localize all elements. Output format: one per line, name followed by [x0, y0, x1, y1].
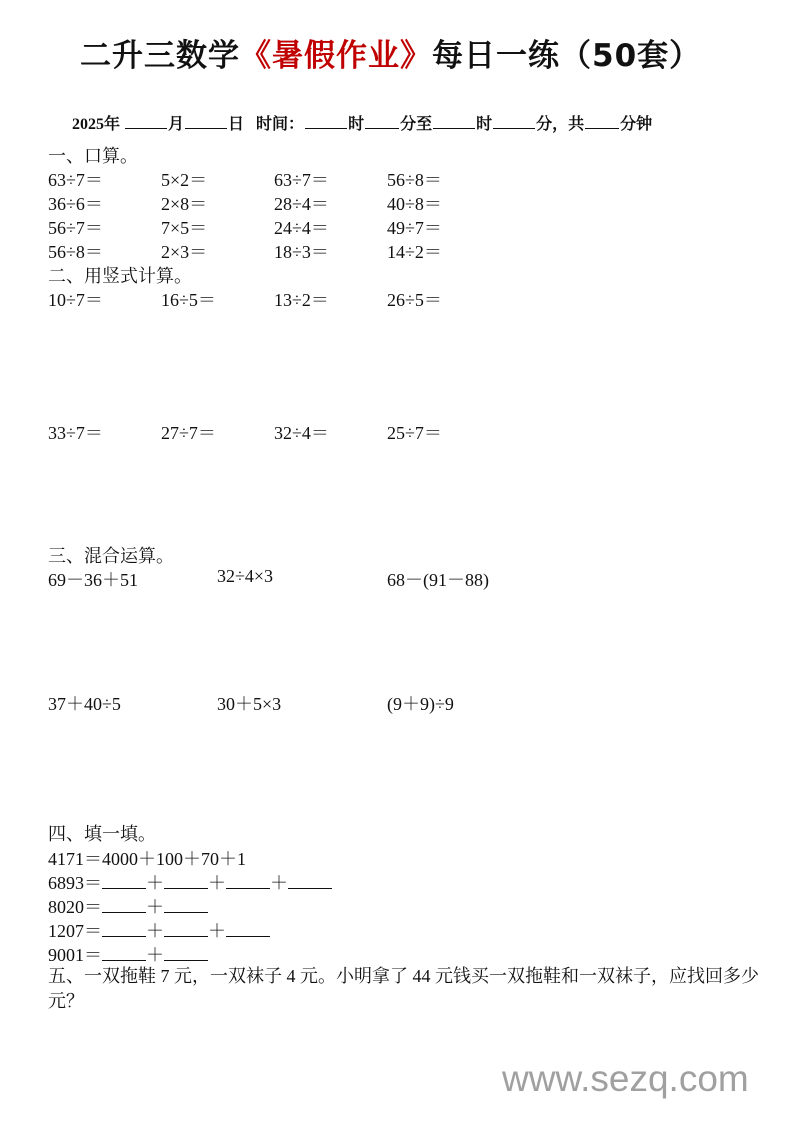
problem: 2×8＝ [161, 194, 208, 214]
problem: 56÷7＝ [48, 218, 103, 238]
problem: 2×3＝ [161, 242, 208, 262]
time-label: 时间： [256, 116, 305, 133]
problem: 10÷7＝ [48, 290, 103, 310]
problem: 13÷2＝ [274, 290, 329, 310]
day-label: 日 [228, 116, 245, 133]
plus-sign: ＋ [208, 921, 226, 941]
answer-blank[interactable] [288, 873, 332, 889]
problem: 56÷8＝ [48, 242, 103, 262]
fill-number: 8020＝ [48, 897, 102, 917]
problem: 28÷4＝ [274, 194, 329, 214]
end-min-blank[interactable] [493, 114, 535, 129]
total-label: 分钟 [620, 116, 653, 133]
problem: 63÷7＝ [48, 170, 103, 190]
problem: 24÷4＝ [274, 218, 329, 238]
end-hour-blank[interactable] [433, 114, 475, 129]
problem: (9＋9)÷9 [387, 694, 454, 714]
plus-sign: ＋ [146, 897, 164, 917]
answer-blank[interactable] [164, 897, 208, 913]
fill-item [48, 869, 332, 895]
problem: 68－(91－88) [387, 570, 489, 590]
total-blank[interactable] [585, 114, 619, 129]
start-hour-label: 时 [348, 116, 365, 133]
plus-sign: ＋ [146, 945, 164, 965]
answer-blank[interactable] [102, 873, 146, 889]
title-suffix: 每日一练（50套） [432, 38, 702, 74]
month-label: 月 [168, 116, 185, 133]
plus-sign: ＋ [208, 873, 226, 893]
problem: 7×5＝ [161, 218, 208, 238]
answer-blank[interactable] [102, 945, 146, 961]
problem: 18÷3＝ [274, 242, 329, 262]
section4-heading: 四、填一填。 [48, 824, 156, 844]
problem: 37＋40÷5 [48, 694, 121, 714]
problem: 49÷7＝ [387, 218, 442, 238]
problem: 63÷7＝ [274, 170, 329, 190]
answer-blank[interactable] [102, 897, 146, 913]
problem: 40÷8＝ [387, 194, 442, 214]
problem: 69－36＋51 [48, 570, 138, 590]
month-blank[interactable] [125, 114, 167, 129]
day-blank[interactable] [185, 114, 227, 129]
watermark: www.sezq.com [502, 1058, 749, 1099]
end-min-label: 分，共 [536, 116, 585, 133]
start-min-blank[interactable] [365, 114, 399, 129]
problem: 25÷7＝ [387, 423, 442, 443]
date-time-line [72, 111, 652, 134]
end-hour-label: 时 [476, 116, 493, 133]
section1-heading: 一、口算。 [48, 146, 138, 166]
problem: 27÷7＝ [161, 423, 216, 443]
problem: 26÷5＝ [387, 290, 442, 310]
year-label: 2025年 [72, 116, 121, 133]
fill-item [48, 893, 208, 919]
section2-heading: 二、用竖式计算。 [48, 266, 192, 286]
title-highlight: 《暑假作业》 [240, 38, 432, 74]
problem: 30＋5×3 [217, 694, 282, 714]
fill-example: 4171＝4000＋100＋70＋1 [48, 849, 246, 869]
answer-blank[interactable] [164, 873, 208, 889]
fill-number: 1207＝ [48, 921, 102, 941]
answer-blank[interactable] [226, 921, 270, 937]
start-min-label: 分至 [400, 116, 433, 133]
start-hour-blank[interactable] [305, 114, 347, 129]
problem: 16÷5＝ [161, 290, 216, 310]
title-prefix: 二升三数学 [80, 38, 240, 74]
section5-word-problem: 五、一双拖鞋 7 元，一双袜子 4 元。小明拿了 44 元钱买一双拖鞋和一双袜子，应找回多少元？ [48, 966, 759, 1011]
plus-sign: ＋ [146, 873, 164, 893]
answer-blank[interactable] [164, 921, 208, 937]
answer-blank[interactable] [226, 873, 270, 889]
section3-heading: 三、混合运算。 [48, 546, 174, 566]
fill-number: 9001＝ [48, 945, 102, 965]
problem: 32÷4＝ [274, 423, 329, 443]
problem: 32÷4×3 [217, 566, 274, 586]
problem: 33÷7＝ [48, 423, 103, 443]
fill-item [48, 917, 270, 943]
answer-blank[interactable] [164, 945, 208, 961]
problem: 56÷8＝ [387, 170, 442, 190]
answer-blank[interactable] [102, 921, 146, 937]
problem: 14÷2＝ [387, 242, 442, 262]
problem: 5×2＝ [161, 170, 208, 190]
plus-sign: ＋ [146, 921, 164, 941]
plus-sign: ＋ [270, 873, 288, 893]
page-title [80, 30, 701, 75]
problem: 36÷6＝ [48, 194, 103, 214]
fill-number: 6893＝ [48, 873, 102, 893]
